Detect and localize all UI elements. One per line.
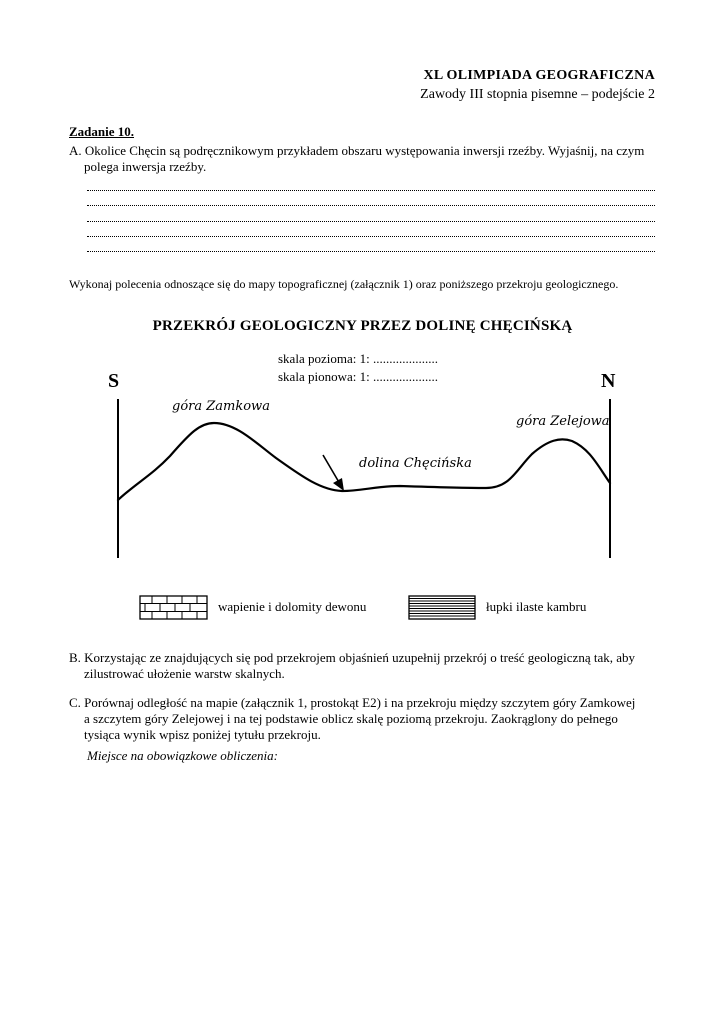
part-a-line-2: polega inwersja rzeźby. <box>84 159 207 174</box>
part-b-line-2: zilustrować ułożenie warstw skalnych. <box>84 666 285 681</box>
shale-legend-swatch <box>409 596 475 619</box>
valley-label: dolina Chęcińska <box>359 456 472 471</box>
peak-west-label: góra Zamkowa <box>172 399 270 414</box>
instruction-text: Wykonaj polecenia odnoszące się do mapy topograficznej (załącznik 1) oraz poniższego przekroju geologicznego. <box>69 277 619 291</box>
shale-legend-label: łupki ilaste kambru <box>486 599 587 614</box>
south-label: S <box>108 370 120 392</box>
part-c-question <box>69 695 657 743</box>
part-c-line-1: C. Porównaj odległość na mapie (załącznik 1, prostokąt E2) i na przekroju między szczytem góry Zamkowej <box>69 695 636 710</box>
peak-east-label: góra Zelejowa <box>516 414 610 429</box>
arrow-icon <box>323 455 344 491</box>
part-c-line-2: a szczytem góry Zelejowej i na tej podstawie oblicz skalę poziomą przekroju. Zaokrąglony do pełnego <box>84 711 618 726</box>
limestone-legend-label: wapienie i dolomity dewonu <box>218 599 367 614</box>
vertical-scale: skala pionowa: 1: .................... <box>278 369 438 384</box>
part-c-line-3: tysiąca wynik wpisz poniżej tytułu przekroju. <box>84 727 321 742</box>
olympiad-subtitle: Zawody III stopnia pisemne – podejście 2 <box>420 87 655 102</box>
horizontal-scale: skala pozioma: 1: .................... <box>278 351 438 366</box>
limestone-legend-swatch <box>140 596 207 619</box>
north-label: N <box>601 370 616 392</box>
olympiad-title: XL OLIMPIADA GEOGRAFICZNA <box>423 68 655 83</box>
part-b-question <box>69 650 657 682</box>
part-a-line-1: A. Okolice Chęcin są podręcznikowym przykładem obszaru występowania inwersji rzeźby. Wyjaśnij, na czym <box>69 143 645 158</box>
part-b-line-1: B. Korzystając ze znajdujących się pod przekrojem objaśnień uzupełnij przekrój o treść geologiczną tak, aby <box>69 650 636 665</box>
calculation-area-label: Miejsce na obowiązkowe obliczenia: <box>87 748 278 763</box>
section-title: PRZEKRÓJ GEOLOGICZNY PRZEZ DOLINĘ CHĘCIŃSKĄ <box>152 318 573 334</box>
task-title: Zadanie 10. <box>69 124 135 139</box>
